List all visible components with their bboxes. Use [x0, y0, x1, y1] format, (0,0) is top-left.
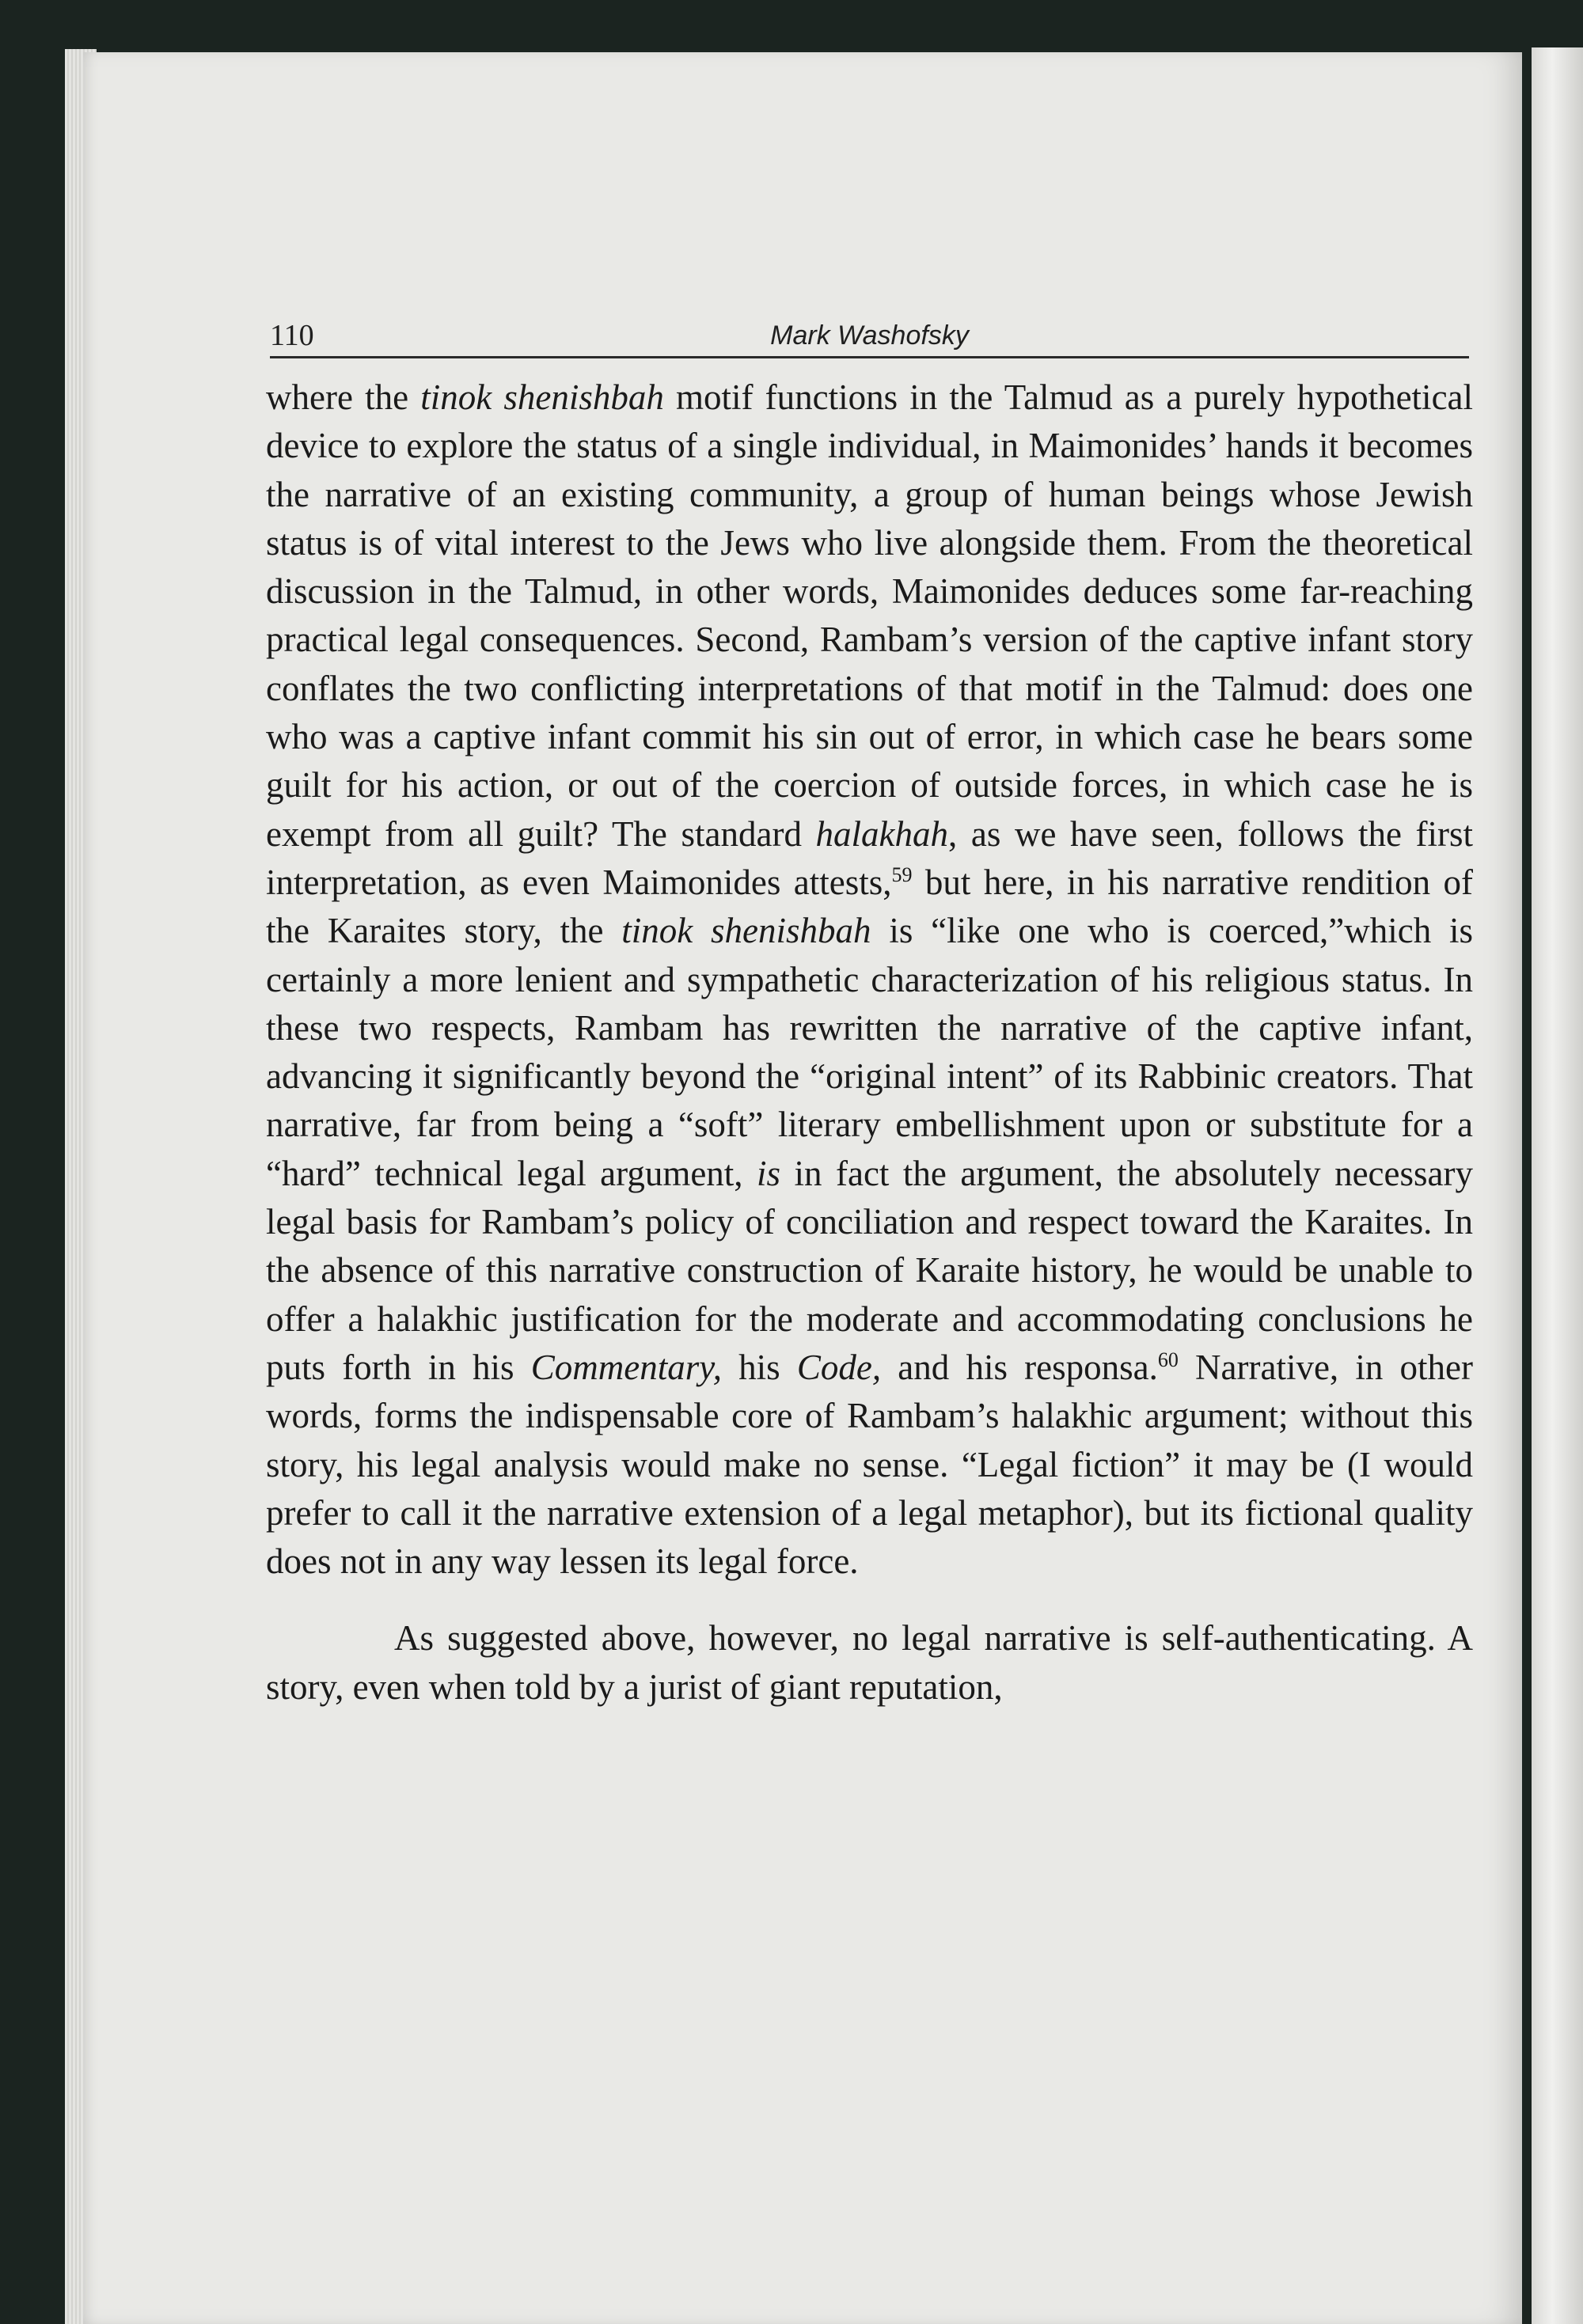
footnote-ref-60: 60 [1157, 1348, 1179, 1371]
italic-term: tinok shenishbah [621, 911, 871, 951]
running-head-author: Mark Washofsky [770, 320, 969, 351]
italic-term: tinok shenishbah [420, 377, 664, 417]
italic-emphasis: is [757, 1153, 781, 1193]
body-text [266, 373, 1473, 1712]
footnote-ref-59: 59 [891, 862, 913, 886]
italic-title: Commentary, [530, 1347, 722, 1387]
page-number: 110 [270, 319, 314, 352]
italic-term: halakhah [815, 813, 949, 854]
paragraph-1: where the tinok shenishbah motif functions in the Talmud as a purely hypothetical device to explore the status of a single individual, in Maimonides’ hands it becomes the narrative of an existing community, a group of human beings whose Jewish status is of vital interest to the Jews who live alongside them. From the theoretical discussion in the Talmud, in other words, Maimonides deduces some far-reaching practical legal consequences. Second, Rambam’s version of the captive infant story conflates the two conflicting interpretations of that motif in the Talmud: does one who was a captive infant commit his sin out of error, in which case he bears some guilt for his action, or out of the coercion of outside forces, in which case he is exempt from all guilt? The standard halakhah, as we have seen, follows the first interpretation, as even Maimonides attests,$^{59}$ but here, in his narrative rendition of the Karaites story, the tinok shenishbah is “like one who is coerced,”which is certainly a more lenient and sympathetic characterization of his religious status. In these two respects, Rambam has rewritten the narrative of the captive infant, advancing it significantly beyond the “original intent” of its Rabbinic creators. That narrative, far from being a “soft” literary embellishment upon or substitute for a “hard” technical legal argument, is in fact the argument, the absolutely necessary legal basis for Rambam’s policy of conciliation and respect toward the Karaites. In the absence of this narrative construction of Karaite history, he would be unable to offer a halakhic justification for the moderate and accommodating conclusions he puts forth in his Commentary, his Code, and his responsa.$^{60}$ Narrative, in other words, forms the indispensable core of Rambam’s halakhic argument; without this story, his legal analysis would make no sense. “Legal fiction” it may be (I would prefer to call it the narrative extension of a legal metaphor), but its fictional quality does not in any way lessen its legal force. [266, 377, 1474, 1582]
italic-title: Code, [796, 1347, 882, 1387]
adjacent-page-edge [1532, 47, 1583, 2324]
paragraph-2: As suggested above, however, no legal narrative is self-authenticating. A story, even when told by a jurist of giant reputation, [266, 1618, 1473, 1707]
page-header [270, 320, 1469, 358]
